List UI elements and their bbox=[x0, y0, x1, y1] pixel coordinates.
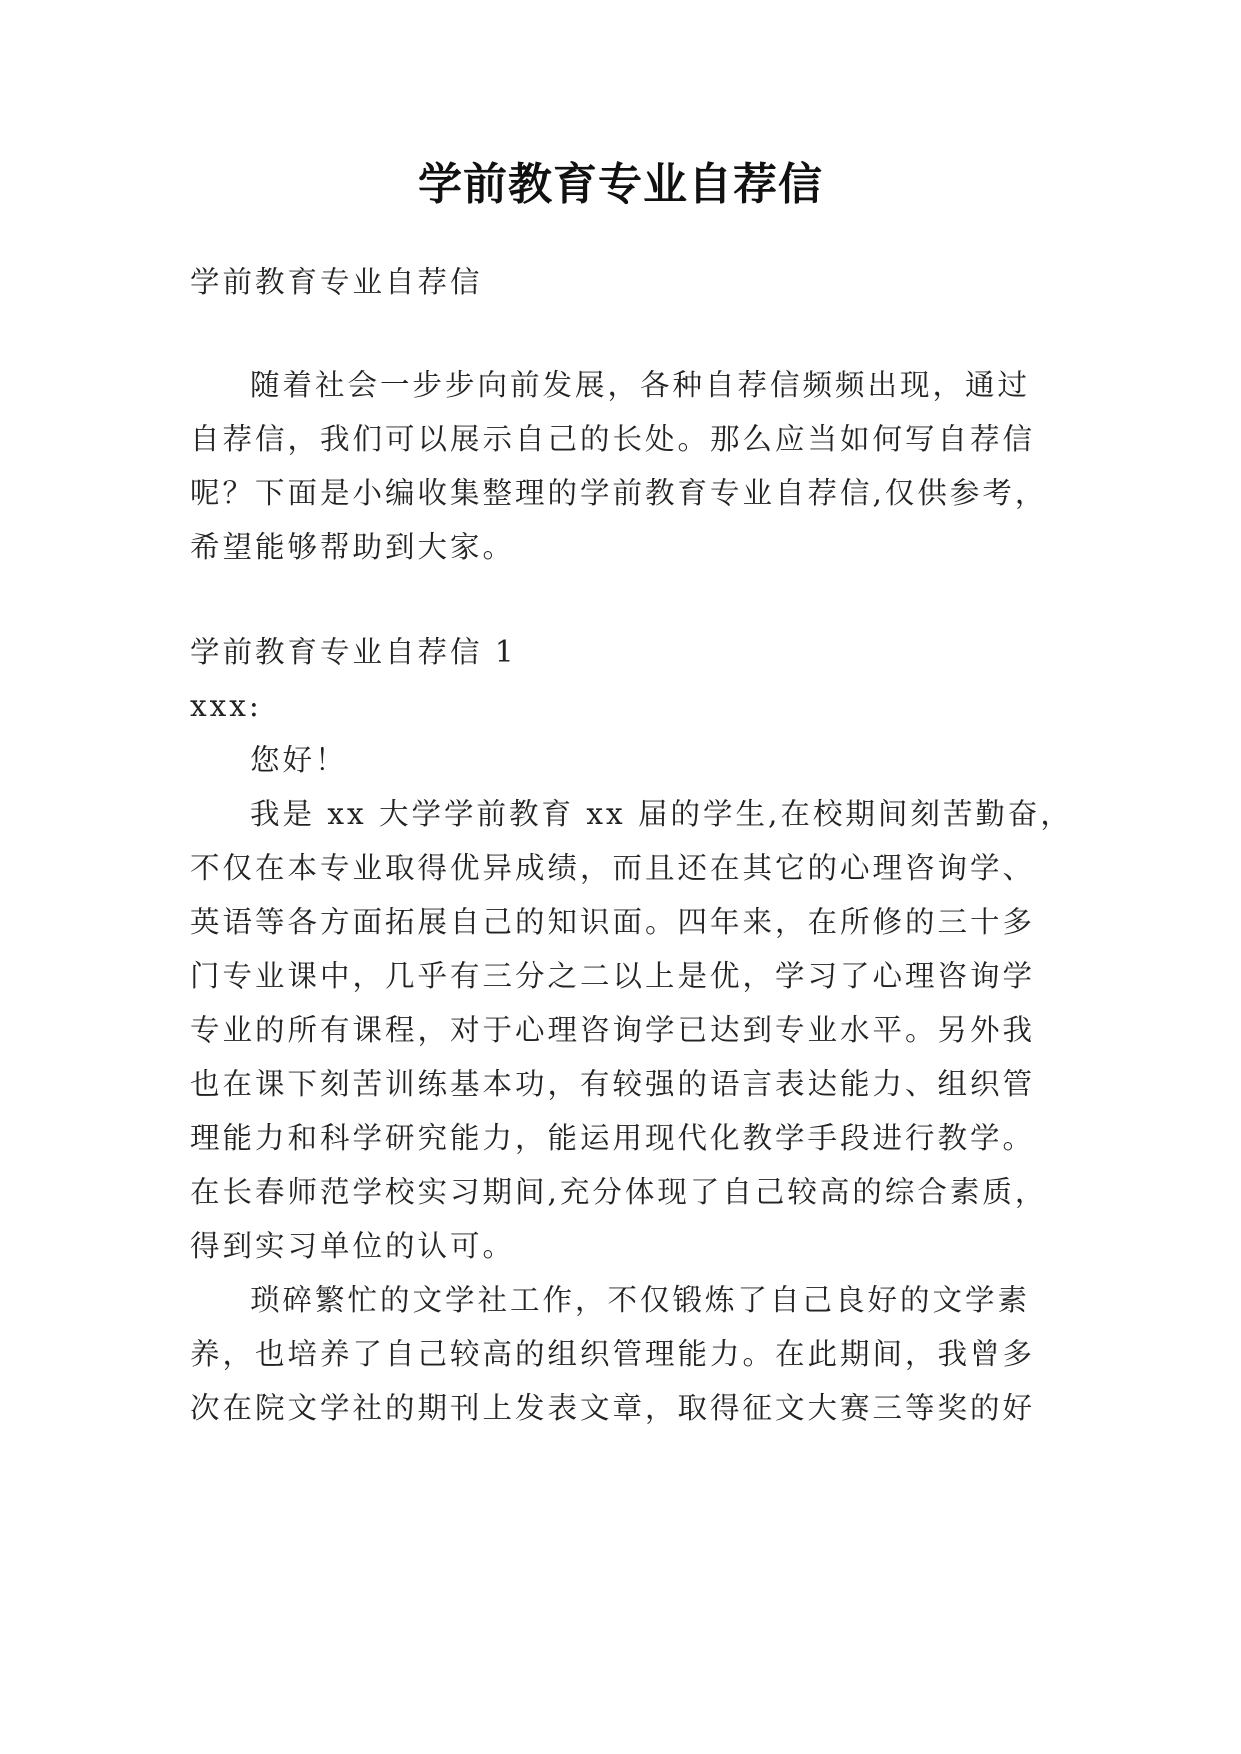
section-heading: 学前教育专业自荐信 1 bbox=[190, 635, 517, 669]
paragraph1-line-2: 不仅在本专业取得优异成绩，而且还在其它的心理咨询学、 bbox=[190, 851, 1036, 885]
paragraph1-line-4: 门专业课中，几乎有三分之二以上是优，学习了心理咨询学 bbox=[190, 959, 1036, 993]
paragraph1-line-6: 也在课下刻苦训练基本功，有较强的语言表达能力、组织管 bbox=[190, 1067, 1036, 1101]
paragraph1-line-1: 我是 xx 大学学前教育 xx 届的学生,在校期间刻苦勤奋， bbox=[250, 797, 1073, 831]
document-title: 学前教育专业自荐信 bbox=[418, 159, 823, 210]
intro-line-4: 希望能够帮助到大家。 bbox=[190, 530, 516, 564]
salutation: xxx: bbox=[190, 689, 262, 723]
paragraph2-line-1: 琐碎繁忙的文学社工作，不仅锻炼了自己良好的文学素 bbox=[250, 1283, 1031, 1317]
intro-line-1: 随着社会一步步向前发展，各种自荐信频频出现，通过 bbox=[250, 368, 1031, 402]
paragraph1-line-9: 得到实习单位的认可。 bbox=[190, 1229, 516, 1263]
paragraph1-line-8: 在长春师范学校实习期间,充分体现了自己较高的综合素质， bbox=[190, 1175, 1048, 1209]
paragraph2-line-2: 养，也培养了自己较高的组织管理能力。在此期间，我曾多 bbox=[190, 1337, 1036, 1371]
paragraph1-line-3: 英语等各方面拓展自己的知识面。四年来，在所修的三十多 bbox=[190, 905, 1036, 939]
intro-line-3: 呢？下面是小编收集整理的学前教育专业自荐信,仅供参考， bbox=[190, 476, 1048, 510]
document-subtitle: 学前教育专业自荐信 bbox=[190, 265, 483, 299]
paragraph2-line-3: 次在院文学社的期刊上发表文章，取得征文大赛三等奖的好 bbox=[190, 1391, 1036, 1425]
intro-line-2: 自荐信，我们可以展示自己的长处。那么应当如何写自荐信 bbox=[190, 422, 1036, 456]
paragraph1-line-5: 专业的所有课程，对于心理咨询学已达到专业水平。另外我 bbox=[190, 1013, 1036, 1047]
paragraph1-line-7: 理能力和科学研究能力，能运用现代化教学手段进行教学。 bbox=[190, 1121, 1036, 1155]
greeting: 您好！ bbox=[250, 743, 348, 777]
